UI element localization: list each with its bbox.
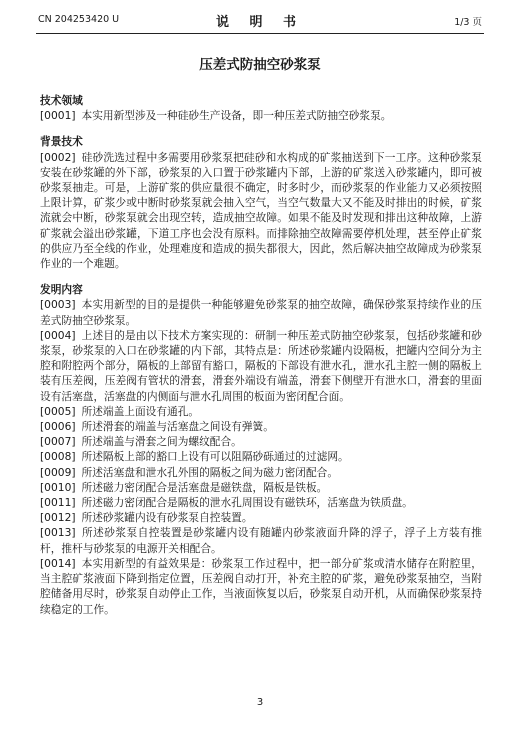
para-text: 本实用新型的目的是提供一种能够避免砂浆泵的抽空故障，确保砂浆泵持续作业的压差式防抽空砂浆泵。 xyxy=(40,298,482,327)
para-text: 所述磁力密闭配合是活塞盘是磁铁盘，隔板是铁板。 xyxy=(81,480,328,494)
page-number: 3 xyxy=(256,697,264,708)
para-number: [0009] xyxy=(40,465,76,479)
section-heading: 发明内容 xyxy=(40,283,83,297)
paragraph xyxy=(40,434,482,449)
paragraph xyxy=(40,108,482,123)
paragraph xyxy=(40,328,482,404)
para-text: 所述隔板上部的豁口上设有可以阻隔砂砾通过的过滤网。 xyxy=(81,450,349,464)
para-text: 所述磁力密闭配合是隔板的泄水孔周围设有磁铁环，活塞盘为铁质盘。 xyxy=(81,496,413,510)
para-number: [0007] xyxy=(40,435,76,449)
para-text: 所述活塞盘和泄水孔外围的隔板之间为磁力密闭配合。 xyxy=(81,465,339,479)
document-body xyxy=(40,93,482,617)
paragraph xyxy=(40,495,482,510)
section-heading: 背景技术 xyxy=(40,135,83,149)
paragraph xyxy=(40,465,482,480)
paragraph xyxy=(40,419,482,434)
header-rule xyxy=(36,33,484,34)
para-text: 所述端盖与滑套之间为螺纹配合。 xyxy=(81,435,242,449)
page-of: 1/3 页 xyxy=(454,17,482,28)
para-number: [0005] xyxy=(40,404,76,418)
para-text: 所述滑套的端盖与活塞盘之间设有弹簧。 xyxy=(81,420,274,434)
para-number: [0012] xyxy=(40,511,76,525)
paragraph xyxy=(40,480,482,495)
paragraph xyxy=(40,449,482,464)
para-number: [0003] xyxy=(40,298,76,312)
para-text: 所述砂浆泵自控装置是砂浆罐内设有随罐内砂浆液面升降的浮子，浮子上方装有推杆，推杆与砂浆泵的电源开关相配合。 xyxy=(40,526,482,555)
paragraph xyxy=(40,556,482,617)
para-text: 本实用新型的有益效果是：砂浆泵工作过程中，把一部分矿浆或清水储存在附腔里，当主腔矿浆液面下降到指定位置，压差阀自动打开，补充主腔的矿浆，避免砂浆泵抽空，当附腔储备用尽时，砂浆泵自动停止工作，当液面恢复以后，砂浆泵自动开机，从而确保砂浆泵持续稳定的工作。 xyxy=(40,556,482,616)
paragraph xyxy=(40,297,482,327)
section-title: 说 明 书 xyxy=(215,15,305,30)
paragraph xyxy=(40,150,482,272)
document-title: 压差式防抽空砂浆泵 xyxy=(199,57,321,73)
para-number: [0011] xyxy=(40,496,76,510)
paragraph xyxy=(40,510,482,525)
para-number: [0002] xyxy=(40,150,76,164)
para-number: [0010] xyxy=(40,480,76,494)
paragraph xyxy=(40,404,482,419)
para-number: [0001] xyxy=(40,109,76,123)
patent-number: CN 204253420 U xyxy=(38,14,120,25)
para-text: 硅砂洗选过程中多需要用砂浆泵把硅砂和水构成的矿浆抽送到下一工序。这种砂浆泵安装在砂浆罐的外下部，砂浆泵的入口置于砂浆罐内下部，上游的矿浆送入砂浆罐内，即可被砂浆泵抽走。可是，上游矿浆的供应量很不确定，时多时少，而砂浆泵的作业能力又必须按照上限计算，矿浆少或中断时砂浆泵就会抽入空气，当空气数量大又不能及时排出的时候，矿浆流就会中断，砂浆泵就会出现空转，造成抽空故障。如果不能及时发现和排出这种故障，上游矿浆就会溢出砂浆罐，下道工序也会没有原料。而排除抽空故障需要停机处理，甚至停止矿浆的供应乃至全线的作业，处理难度和造成的损失都很大，因此，然后解决抽空故障成为砂浆泵作业的一个难题。 xyxy=(40,150,482,271)
para-number: [0008] xyxy=(40,450,76,464)
para-text: 所述端盖上面设有通孔。 xyxy=(81,404,200,418)
para-number: [0004] xyxy=(40,328,76,342)
para-text: 上述目的是由以下技术方案实现的：研制一种压差式防抽空砂浆泵，包括砂浆罐和砂浆泵，砂浆泵的入口在砂浆罐的内下部，其特点是：所述砂浆罐内设隔板，把罐内空间分为主腔和附腔两个部分，隔板的上部留有豁口，隔板的下部设有泄水孔，泄水孔主腔一侧的隔板上装有压差阀，压差阀有管状的滑套，滑套外端设有端盖，滑套下侧壁开有泄水口，滑套的里面设有活塞盘，活塞盘的内侧面与泄水孔周围的板面为密闭配合面。 xyxy=(40,328,482,403)
para-number: [0013] xyxy=(40,526,76,540)
paragraph xyxy=(40,525,482,555)
para-number: [0006] xyxy=(40,420,76,434)
para-text: 本实用新型涉及一种硅砂生产设备，即一种压差式防抽空砂浆泵。 xyxy=(81,109,392,123)
section-heading: 技术领域 xyxy=(40,94,83,107)
para-number: [0014] xyxy=(40,556,76,570)
para-text: 所述砂浆罐内设有砂浆泵自控装置。 xyxy=(81,511,253,525)
